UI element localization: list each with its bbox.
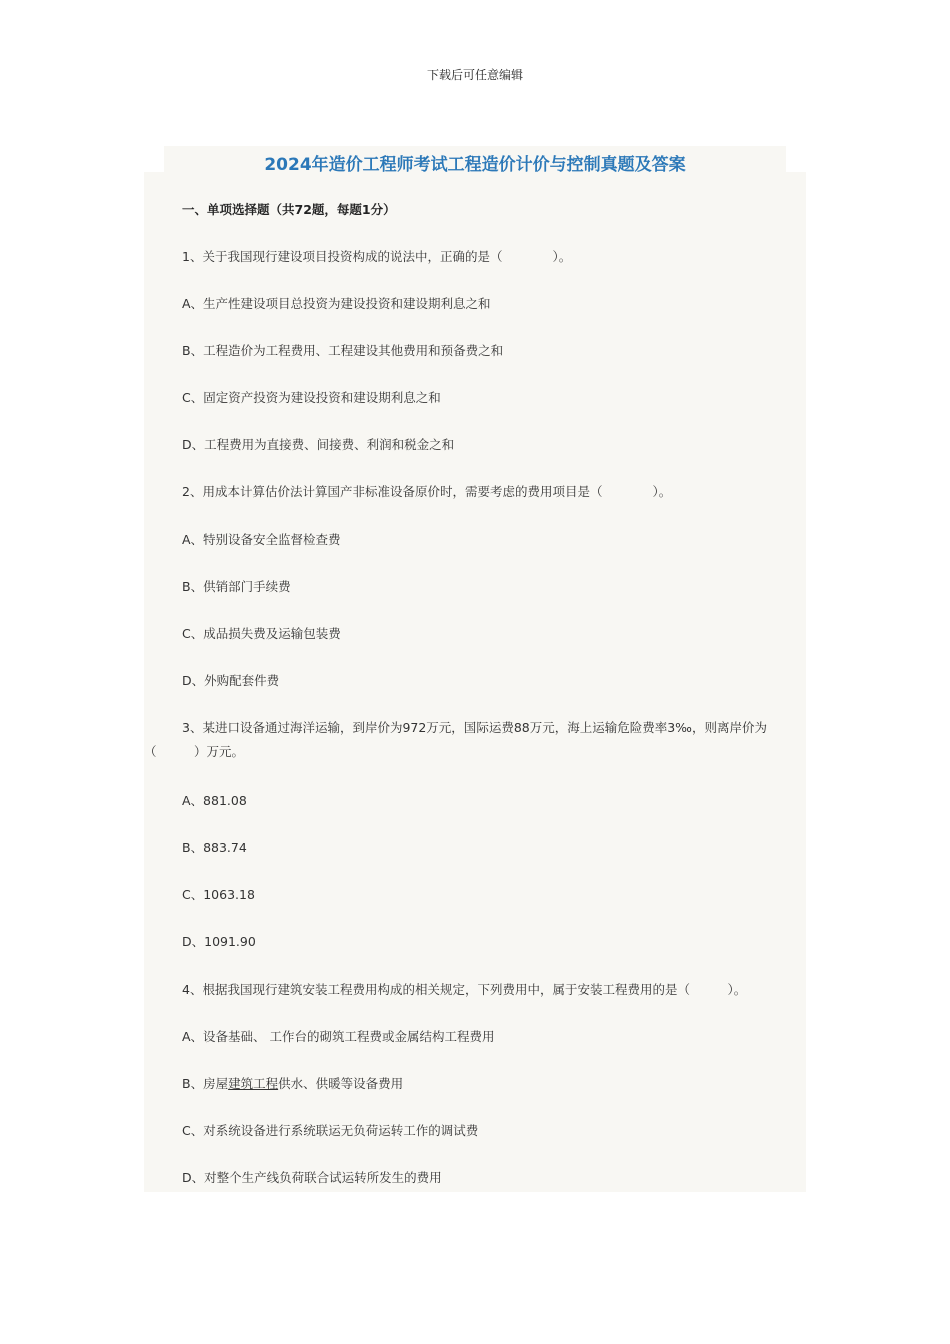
question-3-option-d: D、1091.90 [182,934,256,949]
question-2-option-a: A、特别设备安全监督检查费 [182,532,341,547]
question-2-stem: 2、用成本计算估价法计算国产非标准设备原价时，需要考虑的费用项目是（ ）。 [182,484,672,499]
question-1-option-a: A、生产性建设项目总投资为建设投资和建设期利息之和 [182,296,491,311]
question-3-option-a: A、881.08 [182,793,247,808]
question-3-option-b: B、883.74 [182,840,247,855]
document-title: 2024年造价工程师考试工程造价计价与控制真题及答案 [264,155,686,175]
section-heading: 一、单项选择题（共72题，每题1分） [182,202,396,217]
option-b-tail: 供水、供暖等设备费用 [278,1076,404,1091]
question-4-option-d: D、对整个生产线负荷联合试运转所发生的费用 [182,1170,442,1185]
question-3-stem: 3、某进口设备通过海洋运输，到岸价为972万元，国际运费88万元，海上运输危险费率3‰，则离岸价为（ ）万元。 [144,720,767,759]
question-1-option-b: B、工程造价为工程费用、工程建设其他费用和预备费之和 [182,343,504,358]
question-4-option-a: A、设备基础、 工作台的砌筑工程费或金属结构工程费用 [182,1029,495,1044]
question-2-option-d: D、外购配套件费 [182,673,280,688]
question-4-option-b [182,1075,403,1093]
question-4-stem: 4、根据我国现行建筑安装工程费用构成的相关规定，下列费用中，属于安装工程费用的是（ ）。 [182,982,747,997]
question-2-option-c: C、成品损失费及运输包装费 [182,626,341,641]
question-3-option-c: C、1063.18 [182,887,255,902]
question-1-option-c: C、固定资产投资为建设投资和建设期利息之和 [182,390,441,405]
header-note: 下载后可任意编辑 [426,68,523,82]
option-b-head: B、房屋 [182,1076,229,1091]
question-1-option-d: D、工程费用为直接费、间接费、利润和税金之和 [182,437,455,452]
question-2-option-b: B、供销部门手续费 [182,579,291,594]
construction-engineering-link[interactable]: 建筑工程 [228,1076,279,1091]
question-1-stem: 1、关于我国现行建设项目投资构成的说法中，正确的是（ ）。 [182,249,572,264]
question-4-option-c: C、对系统设备进行系统联运无负荷运转工作的调试费 [182,1123,479,1138]
